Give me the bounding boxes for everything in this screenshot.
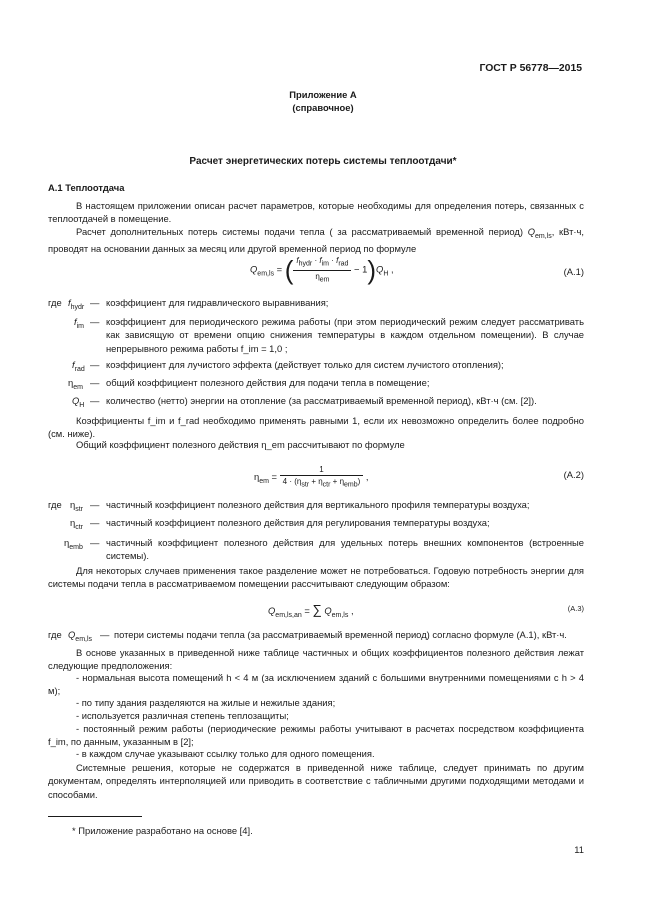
subsection-title: А.1 Теплоотдача (48, 182, 125, 193)
paragraph-annual: Для некоторых случаев применения такое разделение может не потребоваться. Годовую потребность энергии для системы подачи тепла в рассматриваемом помещении рассчитывают следующим образом: (48, 565, 584, 590)
bullet-operation-mode: - постоянный режим работы (периодические режимы работы учитывают в расчетах посредством коэффициента f_im, по данным, указанным в [2]; (48, 723, 584, 748)
paragraph-intro: В настоящем приложении описан расчет параметров, которые необходимы для определения потерь, связанных с теплоотдачей в помещение. (48, 200, 584, 225)
equation-number-a1: (А.1) (563, 266, 584, 277)
footnote-divider (48, 816, 142, 817)
equation-number-a2: (А.2) (563, 469, 584, 480)
bullet-building-type: - по типу здания разделяются на жилые и нежилые здания; (76, 697, 336, 708)
bullet-room-height: - нормальная высота помещений h < 4 м (за исключением зданий с большими внутренними помещениями с h > 4 м); (48, 672, 584, 697)
paragraph-losses: Расчет дополнительных потерь системы подачи тепла ( за рассматриваемый временной период) $Q_{em,ls}$, кВт·ч, проводят на основании данных за месяц или другой временной период по формуле (48, 226, 584, 254)
page-number: 11 (574, 844, 584, 855)
footnote: * Приложение разработано на основе [4]. (72, 825, 253, 836)
bullet-single-room: - в каждом случае указывают ссылку только для одного помещения. (76, 748, 375, 759)
section-title: Расчет энергетических потерь системы теплоотдачи* (189, 156, 457, 167)
bullet-insulation: - используется различная степень теплозащиты; (76, 710, 289, 721)
equation-number-a3: (А.3) (567, 604, 584, 613)
appendix-title: Приложение А (289, 89, 357, 100)
paragraph-system-solutions: Системные решения, которые не содержатся в приведенной ниже таблице, следует принимать по другим документам, определять интерполяцией или приводить в соответствие с табличными другими подходящими методами и способами. (48, 762, 584, 800)
appendix-subtitle: (справочное) (292, 102, 354, 113)
document-page: ГОСТ Р 56778—2015 Приложение А (справочное) Расчет энергетических потерь системы теплоотдачи* А.1 Теплоотдача В настоящем приложении описан расчет параметров, которые необходимы для определения потерь, связанных с теплоотдачей в помещение. Расчет дополнительных потерь системы подачи тепла ( за рассматриваемый временной период) $Q_{em,ls}$, кВт·ч, проводят на основании данных за месяц или другой временной период по формуле $Q_{em,ls}$ = ( $\frac{f_{hydr} \cdot f_{im} \cdot f_{rad}}{\eta_{em}}$ − $1)Q_H$ , (А.1) где $f_{hydr}$ — коэффициент для гидравлического выравнивания; $f_{im}$ — коэффициент для периодического режима работы (при этом периодический режим следует рассматривать как зависящую от времени опцию снижения температуры в каждом отдельном помещении). В случае непрерывного режима работы f_im = 1,0 ; $f_{rad}$ — коэффициент для лучистого эффекта (действует только для систем лучистого отопления); $\eta_{em}$ — общий коэффициент полезного действия для подачи тепла в помещение; $Q_H$ — количество (нетто) энергии на отопление (за рассматриваемый временной период), кВт·ч (см. [2]). Коэффициенты f_im и f_rad необходимо применять равными 1, если их невозможно определить более подробно (см. ниже). Общий коэффициент полезного действия η_em рассчитывают по формуле $\eta_{em}$ = $\frac{1}{4 \cdot (\eta_{str} + \eta_{ctr} + \eta_{emb})}$ , (А.2) где $\eta_{str}$ — частичный коэффициент полезного действия для вертикального профиля температуры воздуха; $\eta_{ctr}$ — частичный коэффициент полезного действия для регулирования температуры воздуха; $\eta_{emb}$ — частичный коэффициент полезного действия для удельных потерь внешних компонентов (встроенные системы). Для некоторых случаев применения такое разделение может не потребоваться. Годовую потребность энергии для системы подачи тепла в рассматриваемом помещении рассчитывают следующим образом: $Q_{em,ls,an}$ = ∑ $Q_{em,ls}$ , (А.3) где $Q_{em,ls}$ — потери системы подачи тепла (за рассматриваемый временной период) согласно формуле (А.1), кВт·ч. В основе указанных в приведенной ниже таблице частичных и общих коэффициентов полезного действия лежат следующие предположения: - нормальная высота помещений h < 4 м (за исключением зданий с большими внутренними помещениями с h > 4 м); - по типу здания разделяются на жилые и нежилые здания; - используется различная степень теплозащиты; - постоянный режим работы (периодические режимы работы учитывают в расчетах посредством коэффициента f_im, по данным, указанным в [2]; - в каждом случае указывают ссылку только для одного помещения. Системные решения, которые не содержатся в приведенной ниже таблице, следует принимать по другим документам, определять интерполяцией или приводить в соответствие с табличными другими подходящими методами и способами. * Приложение разработано на основе [4]. 11 (0, 0, 646, 913)
paragraph-coefficients: Коэффициенты f_im и f_rad необходимо применять равными 1, если их невозможно определить более подробно (см. ниже). (48, 415, 584, 440)
paragraph-assumptions: В основе указанных в приведенной ниже таблице частичных и общих коэффициентов полезного действия лежат следующие предположения: (48, 647, 584, 672)
standard-header: ГОСТ Р 56778—2015 (479, 63, 582, 74)
paragraph-efficiency: Общий коэффициент полезного действия η_em рассчитывают по формуле (76, 439, 405, 450)
